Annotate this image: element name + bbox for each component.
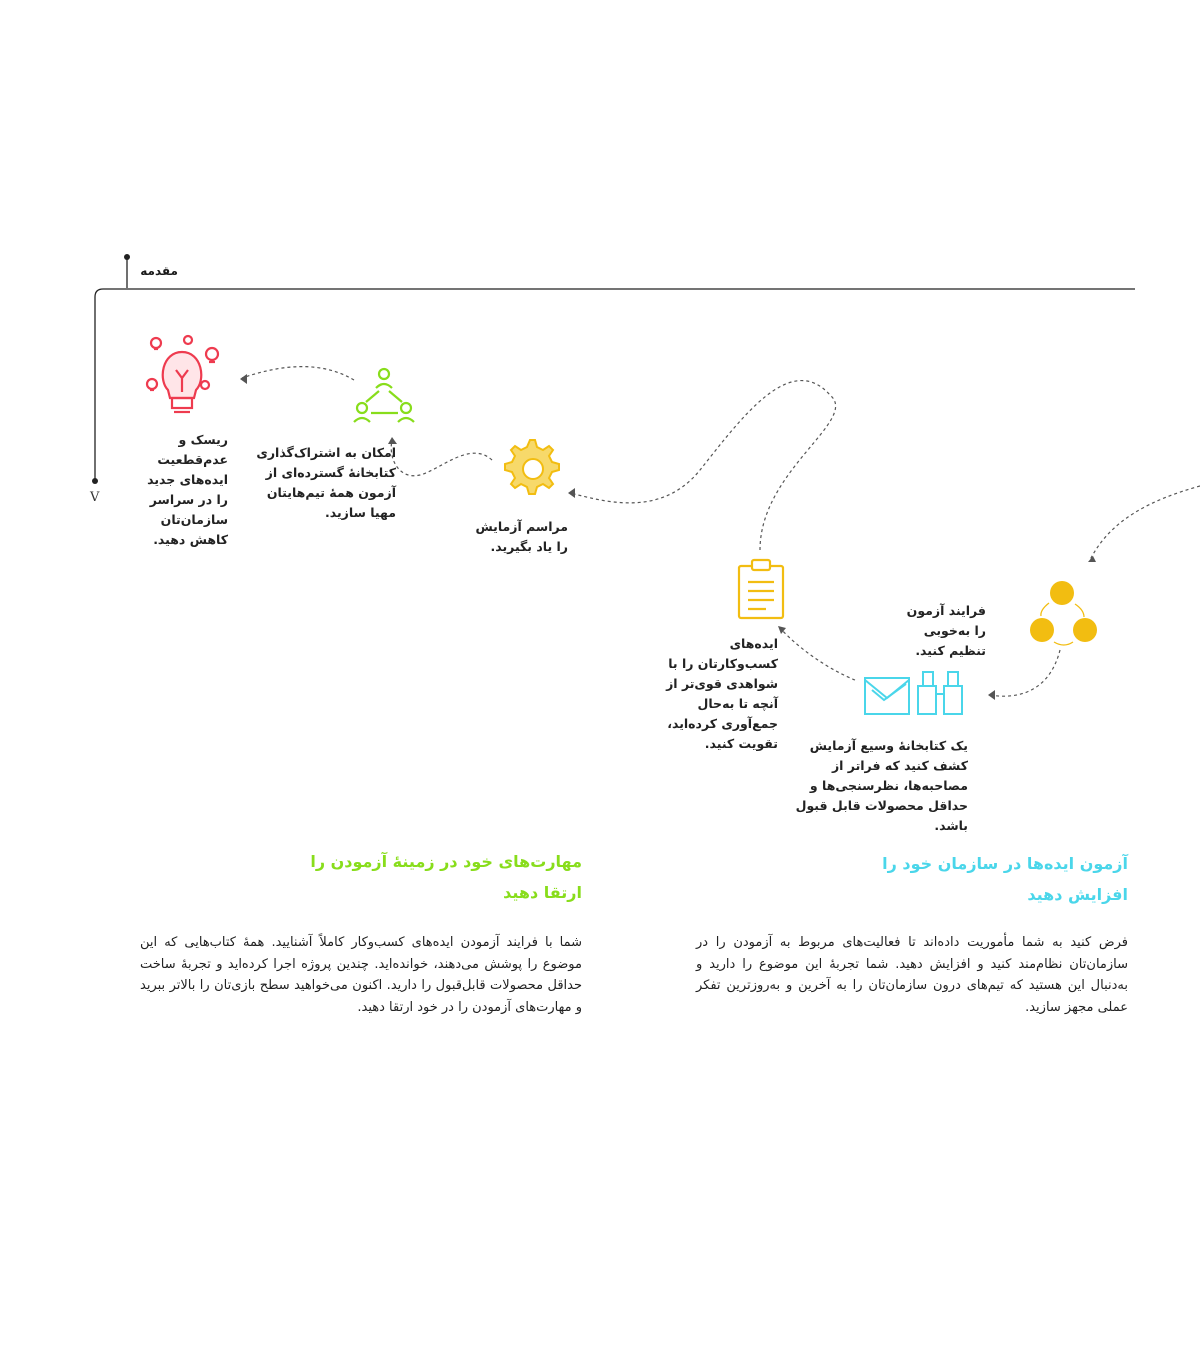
section-heading-improve-skills: مهارت‌های خود در زمینهٔ آزمودن را ارتقا دهید xyxy=(310,852,582,902)
step-text-share-library: امکان به اشتراک‌گذاری کتابخانهٔ گسترده‌ای از آزمون همهٔ تیم‌هایتان مهیا سازید. xyxy=(256,445,396,520)
section-body-improve-skills: شما با فرایند آزمودن ایده‌های کسب‌وکار کاملاً آشنایید. همهٔ کتاب‌هایی که این موضوع را پوشش می‌دهند، خوانده‌اید. چندین پروژه اجرا کرده‌اید و تجربهٔ ساخت حداقل محصولات قابل‌قبول را دارید. اکنون می‌خواهید سطح بازی‌تان را بالاتر ببرید و مهارت‌های آزمودن را در خود ارتقا دهید. xyxy=(140,935,582,1015)
connector-2 xyxy=(990,650,1060,696)
step-text-learn-rituals: مراسم آزمایش را یاد بگیرید. xyxy=(475,519,568,554)
frame-line xyxy=(92,254,1135,484)
step-text-strengthen-ideas: ایده‌های کسب‌وکارتان را با شواهدی قوی‌تر از آنچه تا به‌حال جمع‌آوری کرده‌اید، تقویت کنید. xyxy=(666,636,778,751)
binoculars-icon xyxy=(865,672,962,714)
clipboard-icon xyxy=(739,560,783,618)
gear-icon xyxy=(505,440,559,494)
connector-3 xyxy=(780,628,855,680)
step-text-setup-process: فرایند آزمون را به‌خوبی تنظیم کنید. xyxy=(906,603,986,658)
step-text-reduce-risk: ریسک و عدم‌قطعیت ایده‌های جدید را در سراسر سازمان‌تان کاهش دهید. xyxy=(147,432,228,547)
circular-arrows-icon xyxy=(1030,581,1097,645)
section-label: مقدمه xyxy=(140,264,178,278)
connector-1 xyxy=(1090,486,1200,560)
connector-5 xyxy=(391,440,492,476)
lightbulb-icon xyxy=(147,336,218,412)
step-text-discover-library: یک کتابخانهٔ وسیع آزمایش کشف کنید که فراتر از مصاحبه‌ها، نظرسنجی‌ها و حداقل محصولات قابل قبول باشد. xyxy=(795,738,968,833)
connector-6 xyxy=(242,367,354,380)
page-number: V xyxy=(90,490,100,505)
section-heading-scale-testing: آزمون ایده‌ها در سازمان خود را افزایش دهید xyxy=(882,854,1128,904)
connector-4 xyxy=(570,381,836,550)
section-body-scale-testing: فرض کنید به شما مأموریت داده‌اند تا فعالیت‌های مربوط به آزمودن را در سازمان‌تان نظام‌مند کنید و افزایش دهید. شما تجربهٔ این موضوع را دارید و به‌دنبال این هستید که تیم‌های درون سازمان‌تان را به آخرین و به‌روزترین تفکر عملی مجهز سازید. xyxy=(696,935,1128,1015)
team-network-icon xyxy=(354,369,414,422)
